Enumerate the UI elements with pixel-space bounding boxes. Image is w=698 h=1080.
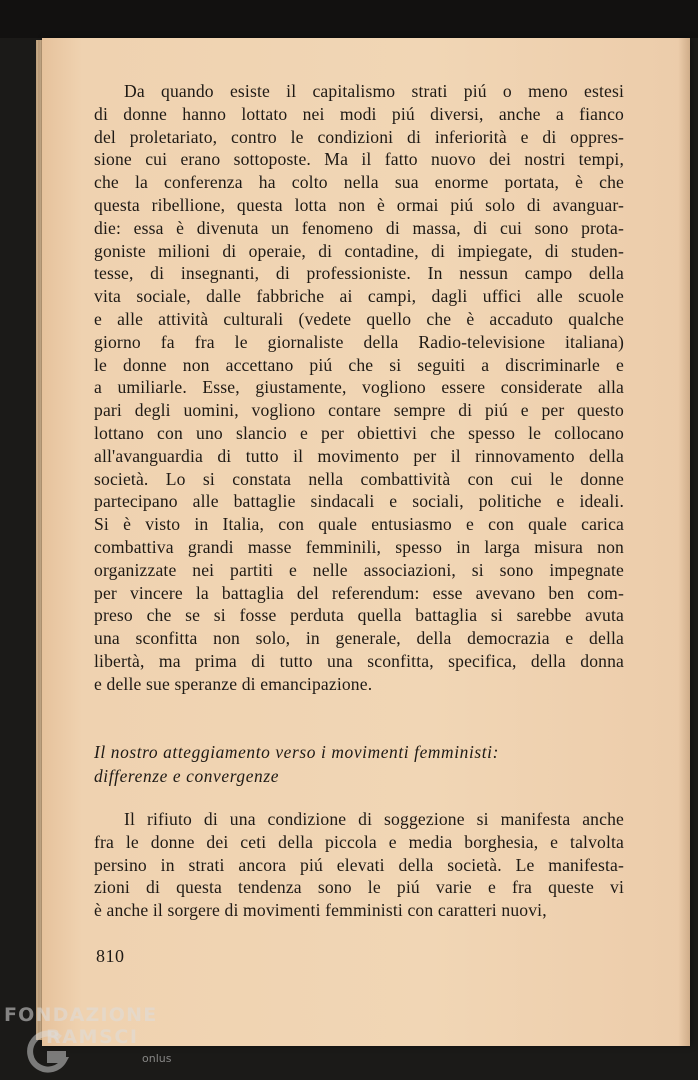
- text-line: goniste milioni di operaie, di contadine, di impiegate, di studen-: [94, 240, 624, 261]
- text-line: Si è visto in Italia, con quale entusiasmo e con quale carica: [94, 514, 624, 535]
- section-heading: [94, 740, 634, 788]
- text-line: organizzate nei partiti e nelle associazioni, si sono impegnate: [94, 559, 624, 580]
- text-line: persino in strati ancora piú elevati della società. Le manifesta-: [94, 854, 624, 875]
- text-line: all'avanguardia di tutto il movimento per il rinnovamento della: [94, 445, 624, 466]
- text-line: vita sociale, dalle fabbriche ai campi, dagli uffici alle scuole: [94, 286, 624, 307]
- text-line: e alle attività culturali (vedete quello che è accaduto qualche: [94, 308, 624, 329]
- text-line: di donne hanno lottato nei modi piú diversi, anche a fianco: [94, 103, 624, 124]
- text-line: sione cui erano sottoposte. Ma il fatto nuovo dei nostri tempi,: [94, 149, 624, 170]
- heading-line-2: differenze e convergenze: [94, 766, 280, 786]
- heading-line-1: Il nostro atteggiamento verso i movimenti femministi:: [94, 742, 500, 762]
- watermark-onlus: onlus: [142, 1052, 172, 1065]
- text-line: le donne non accettano piú che si seguiti a discriminarle e: [94, 354, 624, 375]
- scan-background-top: [0, 0, 698, 38]
- text-line: partecipano alle battaglie sindacali e sociali, politiche e ideali.: [94, 491, 624, 512]
- text-line: fra le donne dei ceti della piccola e media borghesia, e talvolta: [94, 831, 624, 852]
- text-line: libertà, ma prima di tutto una sconfitta, specifica, della donna: [94, 650, 624, 671]
- text-line: zioni di questa tendenza sono le piú varie e fra queste vi: [94, 877, 624, 898]
- text-line: questa ribellione, questa lotta non è ormai piú solo di avanguar-: [94, 194, 624, 215]
- fondazione-gramsci-watermark: [0, 1000, 200, 1080]
- watermark-line-2: RAMSCI: [46, 1026, 139, 1048]
- page-shadow: [678, 38, 690, 1046]
- text-line: lottano con uno slancio e per obiettivi che spesso le collocano: [94, 422, 624, 443]
- text-line: è anche il sorgere di movimenti femministi con caratteri nuovi,: [94, 900, 547, 921]
- paragraph-2: [94, 808, 624, 922]
- text-line: per vincere la battaglia del referendum: esse avevano ben com-: [94, 582, 624, 603]
- text-line: e delle sue speranze di emancipazione.: [94, 673, 373, 694]
- text-line: tesse, di insegnanti, di professioniste. In nessun campo della: [94, 263, 624, 284]
- text-line: società. Lo si constata nella combattività con cui le donne: [94, 468, 624, 489]
- paragraph-1: [94, 80, 624, 696]
- text-line: pari degli uomini, vogliono contare sempre di piú e per questo: [94, 400, 624, 421]
- text-line: Il rifiuto di una condizione di soggezione si manifesta anche: [124, 809, 624, 829]
- text-line: giorno fa fra le giornaliste della Radio-televisione italiana): [94, 331, 624, 352]
- page-number: 810: [96, 946, 125, 966]
- text-line: Da quando esiste il capitalismo strati piú o meno estesi: [124, 81, 624, 101]
- text-line: che la conferenza ha colto nella sua enorme portata, è che: [94, 172, 624, 193]
- text-line: a umiliarle. Esse, giustamente, vogliono essere considerate alla: [94, 377, 624, 398]
- text-line: una sconfitta non solo, in generale, della democrazia e della: [94, 628, 624, 649]
- text-line: combattiva grandi masse femminili, spesso in larga misura non: [94, 536, 624, 557]
- watermark-line-1: FONDAZIONE: [4, 1004, 158, 1026]
- text-line: die: essa è divenuta un fenomeno di massa, di cui sono prota-: [94, 217, 624, 238]
- text-line: preso che se si fosse perduta quella battaglia si sarebbe avuta: [94, 605, 624, 626]
- text-line: del proletariato, contro le condizioni di inferiorità e di oppres-: [94, 126, 624, 147]
